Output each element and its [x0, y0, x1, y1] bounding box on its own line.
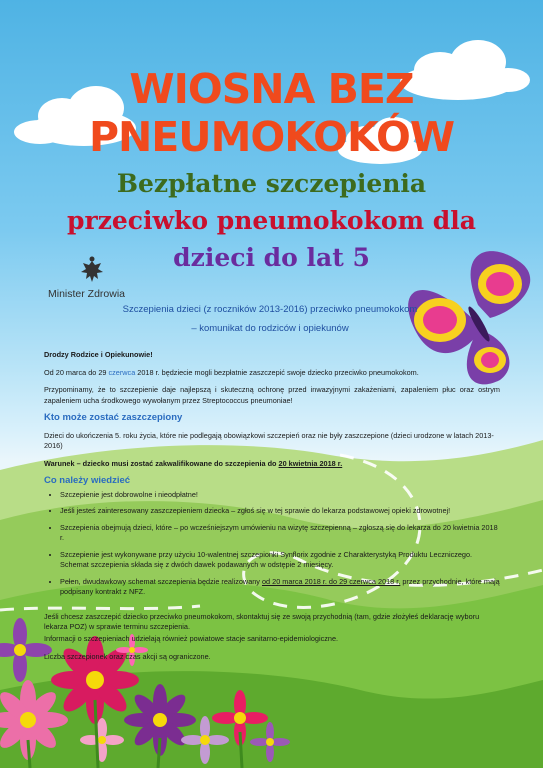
paragraph-dates-text: Od 20 marca do 29: [44, 367, 109, 377]
subtitle-line1: Bezpłatne szczepienia: [116, 169, 427, 198]
main-title-line2: PNEUMOKOKÓW: [88, 113, 455, 161]
info-list: [44, 490, 500, 598]
list-item-dates: od 20 marca 2018 r. do 29 czerwca 2018 r.: [262, 576, 401, 586]
section-info-heading: Co należy wiedzieć: [44, 475, 131, 486]
eligibility-text: Dzieci do ukończenia 5. roku życia, które nie podlegają obowiązkowi szczepień oraz nie były zaszczepione (dzieci urodzone w latach 2013-2016): [44, 430, 494, 450]
list-item: • Szczepienie jest dobrowolne i nieodpłatne!: [60, 490, 500, 501]
subtitle-line3: dzieci do lat 5: [173, 243, 370, 272]
intro-line1: Szczepienia dzieci (z roczników 2013-2016) przeciwko pneumokokom: [122, 304, 418, 315]
list-item: [60, 577, 500, 598]
closing-contact: Jeśli chcesz zaszczepić dziecko przeciwko pneumokokom, skontaktuj się ze swoją przychodnią (tam, gdzie złożyłeś deklarację wyboru lekarza POZ) w sprawie terminu szczepienia.: [44, 611, 480, 631]
list-item-text: Pełen, dwudawkowy schemat szczepienia będzie realizowany: [60, 576, 262, 586]
condition-text: [44, 459, 500, 470]
list-item: • Szczepienie jest wykonywane przy użyciu 10-walentnej szczepionki Synflorix zgodnie z Charakterystyką Produktu Leczniczego. Schemat szczepienia składa się z dwóch dawek podawanych w odstępie 2 miesięcy.: [60, 550, 500, 571]
list-item-rest: przez przychodnie, które mają podpisany kontrakt z NFZ.: [60, 576, 500, 596]
intro-line2: – komunikat do rodziców i opiekunów: [191, 323, 349, 334]
announcement-body: [44, 350, 500, 670]
paragraph-dates-rest: 2018 r. będziecie mogli bezpłatnie zaszczepić swoje dziecko przeciwko pneumokokom.: [135, 367, 419, 377]
section-eligibility-heading: Kto może zostać zaszczepiony: [44, 412, 183, 423]
condition-date: 20 kwietnia 2018 r.: [278, 458, 343, 468]
closing-info: Informacji o szczepieniach udzielają również powiatowe stacje sanitarno-epidemiologiczne.: [44, 633, 339, 643]
main-title-line1: WIOSNA BEZ: [129, 65, 414, 113]
subtitle-line2: przeciwko pneumokokom dla: [67, 206, 476, 235]
list-item: • Szczepienia obejmują dzieci, które – po wcześniejszym umówieniu na wizytę szczepienną – zgłoszą się do lekarza do 20 kwietnia 2018 r.: [60, 523, 500, 544]
ministry-label: Minister Zdrowia: [48, 288, 126, 300]
greeting: Drodzy Rodzice i Opiekunowie!: [44, 350, 153, 359]
paragraph-dates-month: czerwca: [108, 367, 136, 377]
closing-limit: Liczba szczepionek oraz czas akcji są ograniczone.: [44, 652, 211, 661]
paragraph-reminder: Przypominamy, że to szczepienie daje najlepszą i skuteczną ochronę przed inwazyjnymi zakażeniami, zapaleniem płuc oraz ostrym zapaleniem ucha środkowego wywołanym przez Streptococcus pneumoniae!: [44, 385, 500, 405]
paragraph-dates: [44, 368, 500, 379]
condition-label: Warunek – dziecko musi zostać zakwalifikowane do szczepienia do: [44, 458, 279, 468]
list-item: • Jeśli jesteś zainteresowany zaszczepieniem dziecka – zgłoś się w tej sprawie do lekarza podstawowej opieki zdrowotnej!: [60, 506, 500, 517]
